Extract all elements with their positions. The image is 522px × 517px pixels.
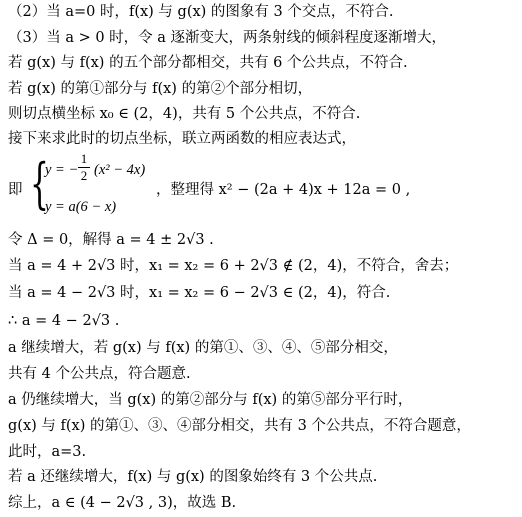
system-row-1-prefix: y = − [45,162,79,178]
system-lead: 即 [8,182,23,198]
text-line-14: g(x) 与 f(x) 的第①、③、④部分相交，共有 3 个公共点，不符合题意， [8,418,471,434]
system-row-2: y = a(6 − x) [45,199,117,215]
text-line-15: 此时，a=3. [8,444,87,460]
fraction [78,151,90,184]
text-line-5: 则切点横坐标 x₀ ∈ (2，4)，共有 5 个公共点，不符合. [8,106,361,122]
fraction-denominator: 2 [80,168,88,183]
text-line-12: 共有 4 个公共点，符合题意. [8,366,191,382]
fraction-numerator: 1 [80,151,88,166]
system-result: ，整理得 x² − (2a + 4)x + 12a = 0 , [156,182,411,198]
text-line-8: 当 a = 4 + 2√3 时，x₁ = x₂ = 6 + 2√3 ∉ (2，4)，不符合，舍去； [8,258,459,274]
text-line-1: （2）当 a=0 时，f(x) 与 g(x) 的图象有 3 个交点，不符合. [8,4,394,20]
text-line-11: a 继续增大，若 g(x) 与 f(x) 的第①、③、④、⑤部分相交， [8,340,398,356]
text-line-3: 若 g(x) 与 f(x) 的五个部分都相交，共有 6 个公共点，不符合. [8,55,408,71]
text-line-4: 若 g(x) 的第①部分与 f(x) 的第②个部分相切， [8,81,313,97]
system-row-1-suffix: (x² − 4x) [94,162,146,178]
text-line-6: 接下来求此时的切点坐标，联立两函数的相应表达式， [8,131,356,147]
text-line-9: 当 a = 4 − 2√3 时，x₁ = x₂ = 6 − 2√3 ∈ (2，4)，符合. [8,285,391,301]
text-line-16: 若 a 还继续增大，f(x) 与 g(x) 的图象始终有 3 个公共点. [8,469,378,485]
text-line-7: 令 Δ = 0，解得 a = 4 ± 2√3 . [8,232,214,248]
text-line-2: （3）当 a > 0 时，令 a 逐渐变大，两条射线的倾斜程度逐渐增大， [8,30,447,46]
left-brace-icon: { [30,152,49,215]
text-line-10: ∴ a = 4 − 2√3 . [8,313,120,329]
text-line-13: a 仍继续增大，当 g(x) 的第②部分与 f(x) 的第⑤部分平行时， [8,392,413,408]
text-line-17: 综上，a ∈ (4 − 2√3 , 3)，故选 B. [8,495,237,511]
